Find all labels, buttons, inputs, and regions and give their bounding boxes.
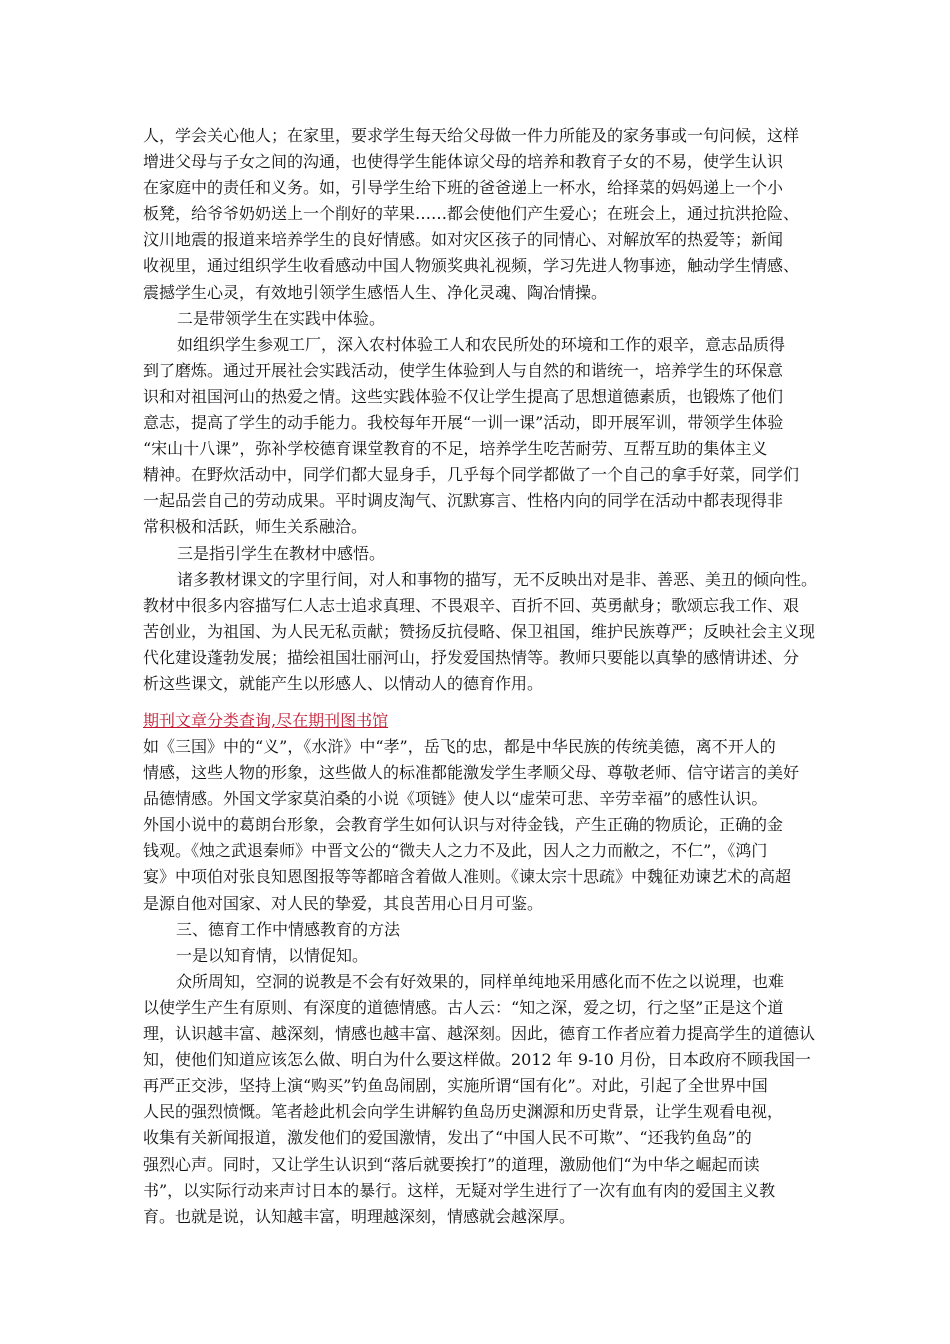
text-line: 强烈心声。同时，又让学生认识到“落后就要挨打”的道理，激励他们“为中华之崛起而读 [143, 1154, 760, 1174]
text-line: “宋山十八课”，弥补学校德育课堂教育的不足，培养学生吃苦耐劳、互帮互助的集体主义 [143, 439, 768, 459]
journal-link[interactable]: 期刊文章分类查询,尽在期刊图书馆 [143, 711, 389, 730]
text-line: 人民的强烈愤慨。笔者趁此机会向学生讲解钓鱼岛历史渊源和历史背景，让学生观看电视， [143, 1102, 784, 1122]
text-line: 人，学会关心他人；在家里，要求学生每天给父母做一件力所能及的家务事或一句问候，这样 [143, 126, 800, 145]
text-line: 意志，提高了学生的动手能力。我校每年开展“一训一课”活动，即开展军训，带领学生体验 [143, 413, 784, 433]
text-line: 在家庭中的责任和义务。如，引导学生给下班的爸爸递上一杯水，给择菜的妈妈递上一个小 [143, 178, 784, 198]
text-line: 到了磨炼。通过开展社会实践活动，使学生体验到人与自然的和谐统一，培养学生的环保意 [143, 360, 784, 380]
text-line: 是源自他对国家、对人民的挚爱，其良苦用心日月可鉴。 [143, 893, 544, 913]
upper-text-block [143, 123, 823, 697]
text-line: 育。也就是说，认知越丰富，明理越深刻，情感就会越深厚。 [143, 1206, 576, 1226]
text-line: 知，使他们知道应该怎么做、明白为什么要这样做。2012 年 9-10 月份，日本政府不顾我国一 [143, 1050, 811, 1070]
text-line: 书”，以实际行动来声讨日本的暴行。这样，无疑对学生进行了一次有血有肉的爱国主义教 [143, 1180, 776, 1200]
text-line: 情感，这些人物的形象，这些做人的标准都能激发学生孝顺父母、尊敬老师、信守诺言的美好 [143, 763, 800, 783]
section-heading-methods: 三、德育工作中情感教育的方法 [176, 919, 401, 939]
text-line: 钱观。《烛之武退秦师》中晋文公的“微夫人之力不及此，因人之力而敝之，不仁”，《鸿门 [143, 841, 768, 861]
text-line: 识和对祖国河山的热爱之情。这些实践体验不仅让学生提高了思想道德素质，也锻炼了他们 [143, 386, 784, 406]
text-line: 汶川地震的报道来培养学生的良好情感。如对灾区孩子的同情心、对解放军的热爱等；新闻 [143, 230, 784, 250]
paragraph-start: 诸多教材课文的字里行间，对人和事物的描写，无不反映出对是非、善恶、美丑的倾向性。 [177, 569, 818, 589]
text-line: 析这些课文，就能产生以形感人、以情动人的德育作用。 [143, 673, 544, 693]
text-line: 理，认识越丰富、越深刻，情感也越丰富、越深刻。因此，德育工作者应着力提高学生的道德认 [143, 1024, 816, 1044]
text-line: 教材中很多内容描写仁人志士追求真理、不畏艰辛、百折不回、英勇献身；歌颂忘我工作、艰 [143, 595, 800, 615]
text-line: 代化建设蓬勃发展；描绘祖国壮丽河山，抒发爱国热情等。教师只要能以真挚的感情讲述、分 [143, 647, 800, 667]
subheading-practice: 二是带领学生在实践中体验。 [177, 308, 386, 328]
text-line: 再严正交涉，坚持上演“购买”钓鱼岛闹剧，实施所谓“国有化”。对此，引起了全世界中国 [143, 1076, 768, 1096]
text-line: 以使学生产生有原则、有深度的道德情感。古人云：“知之深，爱之切，行之坚”正是这个道 [143, 997, 784, 1017]
paragraph-start: 众所周知，空洞的说教是不会有好效果的，同样单纯地采用感化而不佐之以说理，也难 [176, 971, 785, 991]
text-line: 一起品尝自己的劳动成果。平时调皮淘气、沉默寡言、性格内向的同学在活动中都表现得非 [143, 491, 784, 511]
text-line: 震撼学生心灵，有效地引领学生感悟人生、净化灵魂、陶冶情操。 [143, 282, 608, 302]
lower-text-block [143, 708, 823, 1230]
text-line: 收集有关新闻报道，激发他们的爱国激情，发出了“中国人民不可欺”、“还我钓鱼岛”的 [143, 1128, 752, 1148]
subheading-textbook: 三是指引学生在教材中感悟。 [177, 543, 386, 563]
text-line: 外国小说中的葛朗台形象，会教育学生如何认识与对待金钱，产生正确的物质论，正确的金 [143, 815, 784, 835]
text-line: 常积极和活跃，师生关系融洽。 [143, 517, 368, 537]
text-line: 品德情感。外国文学家莫泊桑的小说《项链》使人以“虚荣可悲、辛劳幸福”的感性认识。 [143, 789, 768, 809]
text-line: 板凳，给爷爷奶奶送上一个削好的苹果……都会使他们产生爱心；在班会上，通过抗洪抢险、 [143, 204, 800, 224]
text-line: 收视里，通过组织学生收看感动中国人物颁奖典礼视频，学习先进人物事迹，触动学生情感、 [143, 256, 800, 276]
text-line: 如《三国》中的“义”，《水浒》中“孝”，岳飞的忠，都是中华民族的传统美德，离不开人的 [143, 737, 776, 756]
text-line: 精神。在野炊活动中，同学们都大显身手，几乎每个同学都做了一个自己的拿手好菜，同学们 [143, 465, 800, 485]
text-line: 增进父母与子女之间的沟通，也使得学生能体谅父母的培养和教育子女的不易，使学生认识 [143, 152, 784, 172]
paragraph-start: 如组织学生参观工厂，深入农村体验工人和农民所处的环境和工作的艰辛，意志品质得 [177, 334, 786, 354]
subheading-knowledge: 一是以知育情，以情促知。 [176, 945, 369, 965]
text-line: 苦创业，为祖国、为人民无私贡献；赞扬反抗侵略、保卫祖国，维护民族尊严；反映社会主义现 [143, 621, 816, 641]
text-line: 宴》中项伯对张良知恩图报等等都暗含着做人准则。《谏太宗十思疏》中魏征劝谏艺术的高超 [143, 867, 792, 887]
